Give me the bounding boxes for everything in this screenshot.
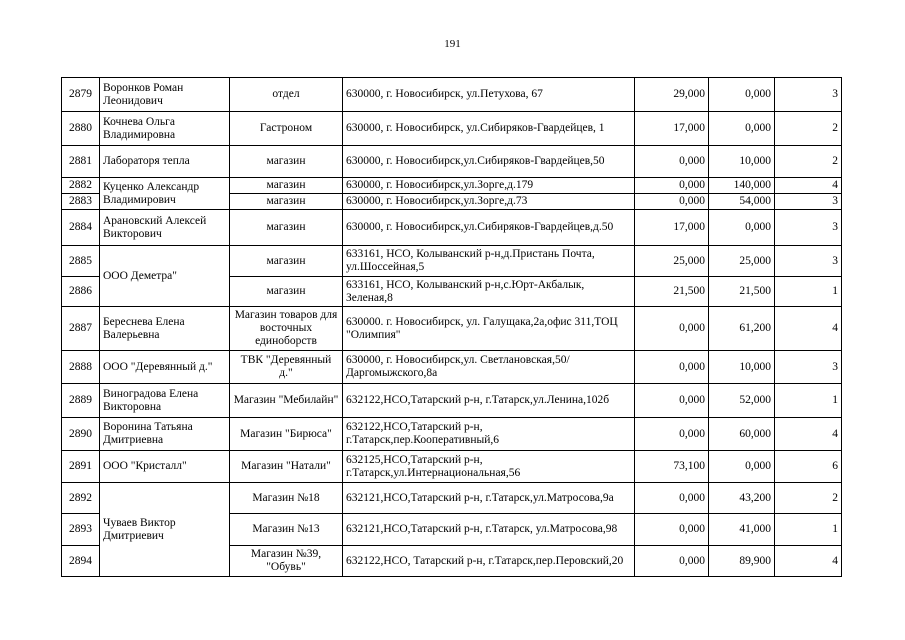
value-2: 10,000 <box>709 351 775 384</box>
value-3: 3 <box>775 210 842 246</box>
value-2: 61,200 <box>709 307 775 351</box>
table-row <box>62 246 842 277</box>
object-type: Магазин "Натали" <box>230 451 343 483</box>
row-number: 2884 <box>62 210 100 246</box>
object-type: Магазин "Мебилайн" <box>230 384 343 418</box>
owner-name: Воронков Роман Леонидович <box>100 78 230 112</box>
row-number: 2883 <box>62 194 100 210</box>
address: 632125,НСО,Татарский р-н, г.Татарск,ул.Интернациональная,56 <box>343 451 635 483</box>
value-3: 4 <box>775 546 842 577</box>
value-2: 10,000 <box>709 146 775 178</box>
value-3: 2 <box>775 483 842 514</box>
value-2: 52,000 <box>709 384 775 418</box>
row-number: 2894 <box>62 546 100 577</box>
page-number: 191 <box>444 38 461 50</box>
value-3: 2 <box>775 146 842 178</box>
owner-name: Кочнева Ольга Владимировна <box>100 112 230 146</box>
object-type: Магазин товаров для восточных единоборств <box>230 307 343 351</box>
address: 630000, г. Новосибирск,ул. Светлановская,50/Даргомыжского,8а <box>343 351 635 384</box>
value-1: 21,500 <box>635 277 709 307</box>
table-row <box>62 418 842 451</box>
table-row <box>62 307 842 351</box>
object-type: магазин <box>230 277 343 307</box>
value-2: 25,000 <box>709 246 775 277</box>
row-number: 2886 <box>62 277 100 307</box>
row-number: 2882 <box>62 178 100 194</box>
value-1: 0,000 <box>635 418 709 451</box>
value-1: 0,000 <box>635 178 709 194</box>
object-type: Магазин "Бирюса" <box>230 418 343 451</box>
address: 633161, НСО, Колыванский р-н,д.Пристань Почта, ул.Шоссейная,5 <box>343 246 635 277</box>
owner-name: Лабораторя тепла <box>100 146 230 178</box>
object-type: магазин <box>230 146 343 178</box>
value-3: 4 <box>775 307 842 351</box>
object-type: Магазин №39, "Обувь" <box>230 546 343 577</box>
owner-name: Воронина Татьяна Дмитриевна <box>100 418 230 451</box>
address: 630000, г. Новосибирск,ул.Сибиряков-Гвардейцев,д.50 <box>343 210 635 246</box>
object-type: магазин <box>230 194 343 210</box>
address: 630000. г. Новосибирск, ул. Галущака,2а,офис 311,ТОЦ "Олимпия" <box>343 307 635 351</box>
owner-name: Виноградова Елена Викторовна <box>100 384 230 418</box>
table-row <box>62 483 842 514</box>
value-3: 6 <box>775 451 842 483</box>
value-2: 89,900 <box>709 546 775 577</box>
owner-name: Куценко Александр Владимирович <box>100 178 230 210</box>
row-number: 2888 <box>62 351 100 384</box>
table-row <box>62 451 842 483</box>
value-3: 2 <box>775 112 842 146</box>
value-1: 0,000 <box>635 483 709 514</box>
owner-name: Береснева Елена Валерьевна <box>100 307 230 351</box>
owner-name: Арановский Алексей Викторович <box>100 210 230 246</box>
value-2: 43,200 <box>709 483 775 514</box>
value-1: 0,000 <box>635 384 709 418</box>
value-2: 0,000 <box>709 451 775 483</box>
address: 632122,НСО, Татарский р-н, г.Татарск,пер.Перовский,20 <box>343 546 635 577</box>
table-row <box>62 112 842 146</box>
address: 630000, г. Новосибирск, ул.Петухова, 67 <box>343 78 635 112</box>
table-row <box>62 178 842 194</box>
address: 630000, г. Новосибирск,ул.Зорге,д.179 <box>343 178 635 194</box>
value-1: 17,000 <box>635 210 709 246</box>
object-type: Магазин №13 <box>230 514 343 546</box>
object-type: Гастроном <box>230 112 343 146</box>
value-3: 3 <box>775 246 842 277</box>
value-2: 140,000 <box>709 178 775 194</box>
object-type: отдел <box>230 78 343 112</box>
value-1: 0,000 <box>635 514 709 546</box>
row-number: 2887 <box>62 307 100 351</box>
value-1: 73,100 <box>635 451 709 483</box>
object-type: магазин <box>230 178 343 194</box>
address: 630000, г. Новосибирск,ул.Сибиряков-Гвардейцев,50 <box>343 146 635 178</box>
value-3: 4 <box>775 418 842 451</box>
table-row <box>62 78 842 112</box>
value-1: 25,000 <box>635 246 709 277</box>
value-1: 0,000 <box>635 146 709 178</box>
value-3: 3 <box>775 78 842 112</box>
address: 632121,НСО,Татарский р-н, г.Татарск,ул.Матросова,9а <box>343 483 635 514</box>
row-number: 2881 <box>62 146 100 178</box>
address: 630000, г. Новосибирск, ул.Сибиряков-Гвардейцев, 1 <box>343 112 635 146</box>
value-3: 4 <box>775 178 842 194</box>
table-row <box>62 210 842 246</box>
owner-name: ООО "Кристалл" <box>100 451 230 483</box>
value-1: 0,000 <box>635 194 709 210</box>
value-3: 1 <box>775 384 842 418</box>
owner-name: ООО "Деревянный д." <box>100 351 230 384</box>
value-2: 60,000 <box>709 418 775 451</box>
value-1: 0,000 <box>635 546 709 577</box>
table-row <box>62 351 842 384</box>
value-2: 0,000 <box>709 210 775 246</box>
object-type: магазин <box>230 246 343 277</box>
row-number: 2885 <box>62 246 100 277</box>
value-3: 3 <box>775 194 842 210</box>
address: 632121,НСО,Татарский р-н, г.Татарск, ул.Матросова,98 <box>343 514 635 546</box>
value-1: 29,000 <box>635 78 709 112</box>
register-table <box>61 77 842 577</box>
address: 633161, НСО, Колыванский р-н,с.Юрт-Акбалык, Зеленая,8 <box>343 277 635 307</box>
value-3: 1 <box>775 514 842 546</box>
row-number: 2879 <box>62 78 100 112</box>
value-2: 0,000 <box>709 78 775 112</box>
row-number: 2893 <box>62 514 100 546</box>
value-1: 0,000 <box>635 307 709 351</box>
table-row <box>62 384 842 418</box>
address: 630000, г. Новосибирск,ул.Зорге,д.73 <box>343 194 635 210</box>
object-type: Магазин №18 <box>230 483 343 514</box>
owner-name: ООО Деметра" <box>100 246 230 307</box>
value-1: 0,000 <box>635 351 709 384</box>
value-2: 0,000 <box>709 112 775 146</box>
table-row <box>62 146 842 178</box>
object-type: ТВК "Деревянный д." <box>230 351 343 384</box>
row-number: 2880 <box>62 112 100 146</box>
address: 632122,НСО,Татарский р-н, г.Татарск,ул.Ленина,102б <box>343 384 635 418</box>
value-2: 41,000 <box>709 514 775 546</box>
address: 632122,НСО,Татарский р-н, г.Татарск,пер.Кооперативный,6 <box>343 418 635 451</box>
value-3: 1 <box>775 277 842 307</box>
row-number: 2891 <box>62 451 100 483</box>
object-type: магазин <box>230 210 343 246</box>
value-1: 17,000 <box>635 112 709 146</box>
owner-name: Чуваев Виктор Дмитриевич <box>100 483 230 577</box>
value-2: 21,500 <box>709 277 775 307</box>
value-3: 3 <box>775 351 842 384</box>
row-number: 2890 <box>62 418 100 451</box>
row-number: 2889 <box>62 384 100 418</box>
row-number: 2892 <box>62 483 100 514</box>
value-2: 54,000 <box>709 194 775 210</box>
